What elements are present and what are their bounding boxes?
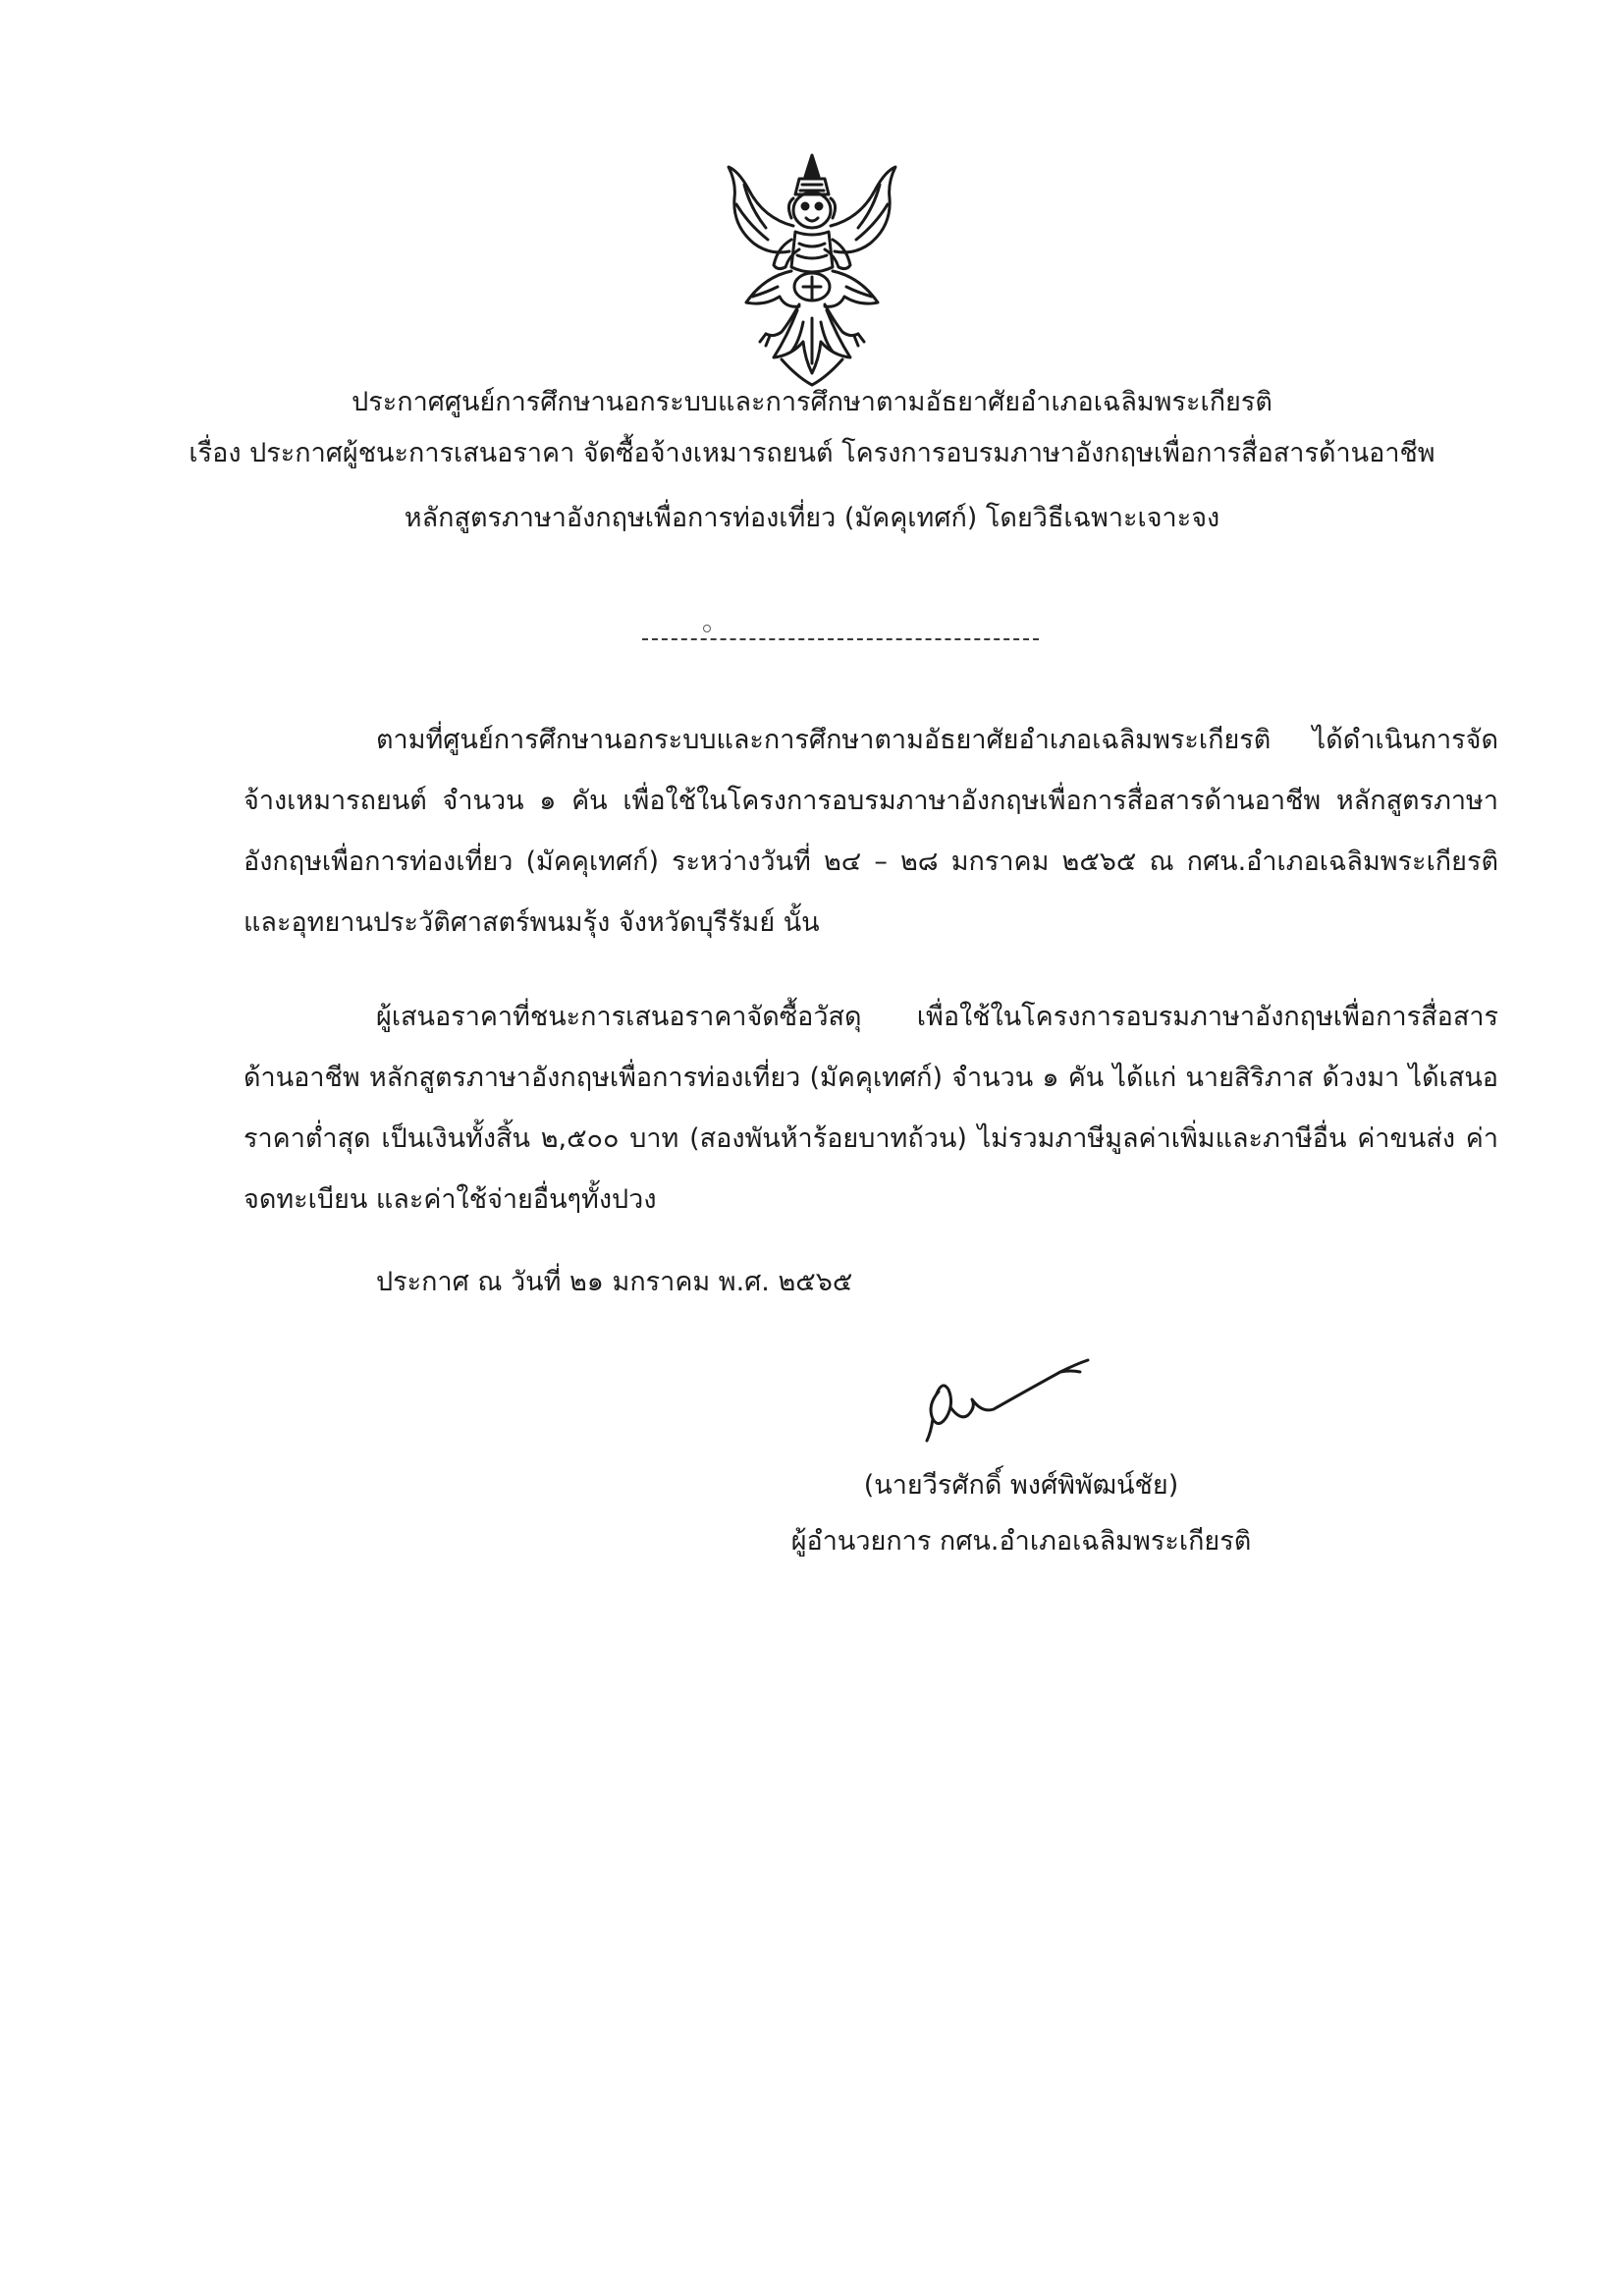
announcement-title: ประกาศศูนย์การศึกษานอกระบบและการศึกษาตามอัธยาศัยอำเภอเฉลิมพระเกียรติ bbox=[352, 387, 1272, 417]
body-paragraph-1: ตามที่ศูนย์การศึกษานอกระบบและการศึกษาตามอัธยาศัยอำเภอเฉลิมพระเกียรติ ได้ดำเนินการจัดจ้างเหมารถยนต์ จำนวน ๑ คัน เพื่อใช้ในโครงการอบรมภาษาอังกฤษเพื่อการสื่อสารด้านอาชีพ หลักสูตรภาษาอังกฤษเพื่อการท่องเที่ยว (มัคคุเทศก์) ระหว่างวันที่ ๒๔ – ๒๘ มกราคม ๒๕๖๕ ณ กศน.อำเภอเฉลิมพระเกียรติ และอุทยานประวัติศาสตร์พนมรุ้ง จังหวัดบุรีรัมย์ นั้น bbox=[244, 725, 1498, 938]
announcement-date: ประกาศ ณ วันที่ ๒๑ มกราคม พ.ศ. ๒๕๖๕ bbox=[376, 1267, 853, 1297]
garuda-emblem-icon bbox=[709, 149, 915, 390]
handwritten-signature-icon bbox=[913, 1350, 1100, 1444]
header-divider bbox=[642, 638, 1039, 640]
signatory-title: ผู้อำนวยการ กศน.อำเภอเฉลิมพระเกียรติ bbox=[790, 1526, 1252, 1557]
announcement-subject-continued: หลักสูตรภาษาอังกฤษเพื่อการท่องเที่ยว (มัคคุเทศก์) โดยวิธีเฉพาะเจาะจง bbox=[404, 503, 1220, 533]
signatory-name: (นายวีรศักดิ์ พงศ์พิพัฒน์ชัย) bbox=[863, 1470, 1179, 1501]
divider-mark bbox=[703, 625, 711, 632]
body-paragraph-2: ผู้เสนอราคาที่ชนะการเสนอราคาจัดซื้อวัสดุ เพื่อใช้ในโครงการอบรมภาษาอังกฤษเพื่อการสื่อสารด้านอาชีพ หลักสูตรภาษาอังกฤษเพื่อการท่องเที่ยว (มัคคุเทศก์) จำนวน ๑ คัน ได้แก่ นายสิริภาส ด้วงมา ได้เสนอราคาต่ำสุด เป็นเงินทั้งสิ้น ๒,๕๐๐ บาท (สองพันห้าร้อยบาทถ้วน) ไม่รวมภาษีมูลค่าเพิ่มและภาษีอื่น ค่าขนส่ง ค่าจดทะเบียน และค่าใช้จ่ายอื่นๆทั้งปวง bbox=[244, 1002, 1498, 1215]
announcement-subject: เรื่อง ประกาศผู้ชนะการเสนอราคา จัดซื้อจ้างเหมารถยนต์ โครงการอบรมภาษาอังกฤษเพื่อการสื่อสารด้านอาชีพ bbox=[189, 438, 1435, 468]
